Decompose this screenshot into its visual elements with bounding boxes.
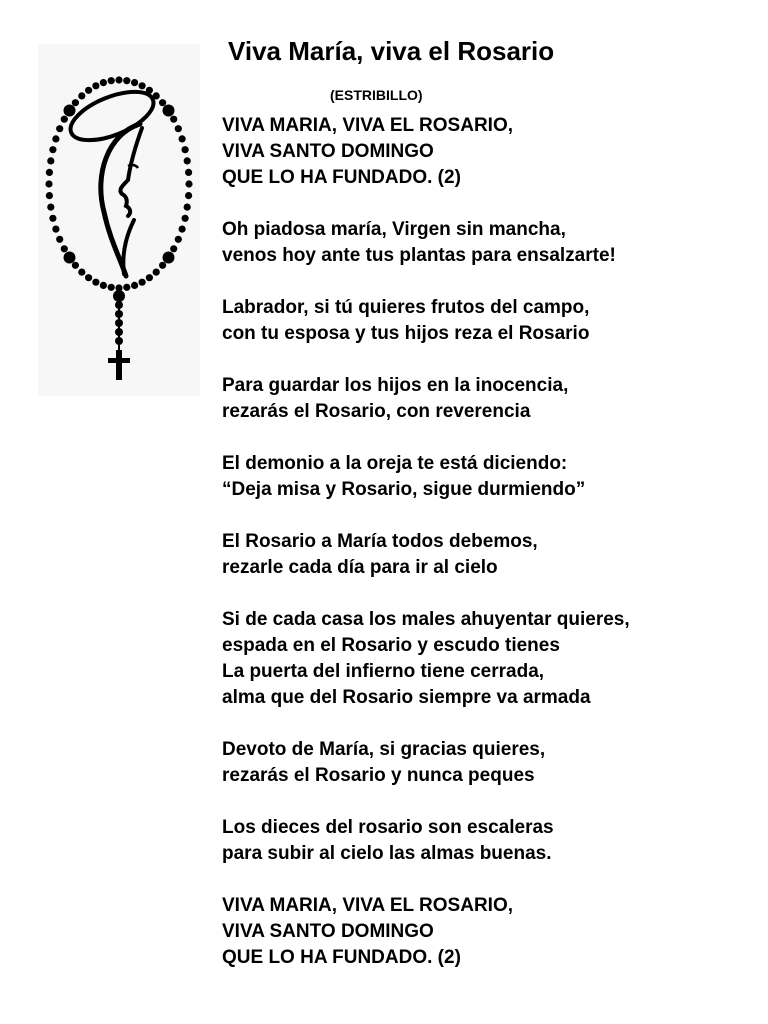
lyric-line: Para guardar los hijos en la inocencia, xyxy=(222,375,569,396)
rosary-virgin-mary-icon xyxy=(38,44,200,396)
stanza xyxy=(222,737,762,789)
lyric-line: VIVA MARIA, VIVA EL ROSARIO, xyxy=(222,895,514,916)
lyric-line: para subir al cielo las almas buenas. xyxy=(222,843,552,864)
section-subtitle: (ESTRIBILLO) xyxy=(330,87,423,103)
lyric-line: VIVA SANTO DOMINGO xyxy=(222,141,434,162)
lyric-line: rezarle cada día para ir al cielo xyxy=(222,557,498,578)
stanza xyxy=(222,893,762,971)
lyric-line: Labrador, si tú quieres frutos del campo, xyxy=(222,297,590,318)
lyrics-body xyxy=(222,113,762,997)
lyric-line: Devoto de María, si gracias quieres, xyxy=(222,739,546,760)
lyric-line: QUE LO HA FUNDADO. (2) xyxy=(222,947,461,968)
stanza xyxy=(222,815,762,867)
stanza xyxy=(222,451,762,503)
lyric-line: “Deja misa y Rosario, sigue durmiendo” xyxy=(222,479,586,500)
lyric-line: VIVA SANTO DOMINGO xyxy=(222,921,434,942)
lyric-line: Si de cada casa los males ahuyentar quieres, xyxy=(222,609,630,630)
lyric-line: espada en el Rosario y escudo tienes xyxy=(222,635,560,656)
stanza xyxy=(222,295,762,347)
page-title: Viva María, viva el Rosario xyxy=(228,36,555,66)
lyric-line: venos hoy ante tus plantas para ensalzarte! xyxy=(222,245,616,266)
lyric-line: rezarás el Rosario, con reverencia xyxy=(222,401,531,422)
lyric-line: QUE LO HA FUNDADO. (2) xyxy=(222,167,461,188)
stanza xyxy=(222,607,762,711)
lyric-line: VIVA MARIA, VIVA EL ROSARIO, xyxy=(222,115,514,136)
lyric-line: rezarás el Rosario y nunca peques xyxy=(222,765,535,786)
lyric-line: El Rosario a María todos debemos, xyxy=(222,531,538,552)
lyric-line: Oh piadosa maría, Virgen sin mancha, xyxy=(222,219,566,240)
lyric-line: alma que del Rosario siempre va armada xyxy=(222,687,591,708)
stanza xyxy=(222,529,762,581)
stanza xyxy=(222,113,762,191)
lyric-line: Los dieces del rosario son escaleras xyxy=(222,817,554,838)
lyric-line: con tu esposa y tus hijos reza el Rosario xyxy=(222,323,590,344)
lyric-line: La puerta del infierno tiene cerrada, xyxy=(222,661,545,682)
lyric-line: El demonio a la oreja te está diciendo: xyxy=(222,453,568,474)
stanza xyxy=(222,217,762,269)
stanza xyxy=(222,373,762,425)
